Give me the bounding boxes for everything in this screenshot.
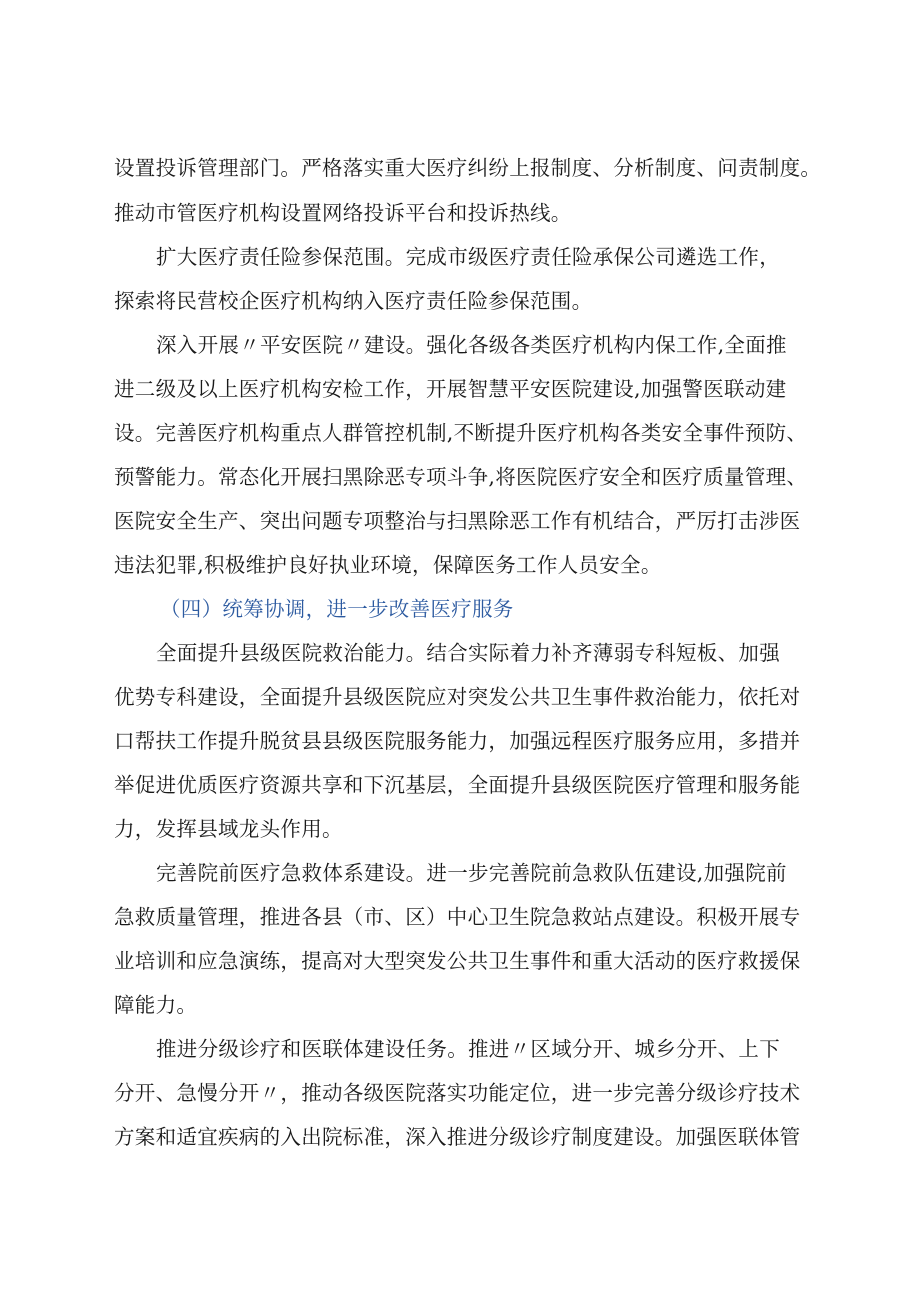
paragraph-line: 障能力。 [114,993,198,1017]
paragraph-line: 设置投诉管理部门。严格落实重大医疗纠纷上报制度、分析制度、问责制度。 [114,156,822,180]
paragraph-line: 探索将民营校企医疗机构纳入医疗责任险参保范围。 [114,289,593,313]
paragraph-line: 分开、急慢分开〃，推动各级医院落实功能定位，进一步完善分级诊疗技术 [114,1081,801,1105]
paragraph-line: 急救质量管理，推进各县（市、区）中心卫生院急救站点建设。积极开展专 [114,905,801,929]
paragraph-line: 力，发挥县域龙头作用。 [114,817,343,841]
paragraph-line: 推进分级诊疗和医联体建设任务。推进〃区域分开、城乡分开、上下 [156,1037,780,1061]
paragraph-line: 举促进优质医疗资源共享和下沉基层，全面提升县级医院医疗管理和服务能 [114,773,801,797]
paragraph-line: 全面提升县级医院救治能力。结合实际着力补齐薄弱专科短板、加强 [156,641,780,665]
paragraph-line: 方案和适宜疾病的入出院标准，深入推进分级诊疗制度建设。加强医联体管 [114,1125,801,1149]
paragraph-line: 深入开展〃平安医院〃建设。强化各级各类医疗机构内保工作,全面推 [156,333,787,357]
paragraph-line: 优势专科建设，全面提升县级医院应对突发公共卫生事件救治能力，依托对 [114,685,801,709]
paragraph-line: 进二级及以上医疗机构安检工作，开展智慧平安医院建设,加强警医联动建 [114,377,787,401]
paragraph-line: 口帮扶工作提升脱贫县县级医院服务能力，加强远程医疗服务应用，多措并 [114,729,801,753]
paragraph-line: 推动市管医疗机构设置网络投诉平台和投诉热线。 [114,201,572,225]
paragraph-line: 预警能力。常态化开展扫黑除恶专项斗争,将医院医疗安全和医疗质量管理、 [114,465,808,489]
paragraph-line: 设。完善医疗机构重点人群管控机制,不断提升医疗机构各类安全事件预防、 [114,421,808,445]
paragraph-line: 医院安全生产、突出问题专项整治与扫黑除恶工作有机结合，严厉打击涉医 [114,509,801,533]
section-heading: （四）统筹协调，进一步改善医疗服务 [160,597,514,621]
paragraph-line: 违法犯罪,积极维护良好执业环境，保障医务工作人员安全。 [114,553,662,577]
paragraph-line: 扩大医疗责任险参保范围。完成市级医疗责任险承保公司遴选工作， [156,245,780,269]
paragraph-line: 业培训和应急演练，提高对大型突发公共卫生事件和重大活动的医疗救援保 [114,949,801,973]
paragraph-line: 完善院前医疗急救体系建设。进一步完善院前急救队伍建设,加强院前 [156,861,787,885]
